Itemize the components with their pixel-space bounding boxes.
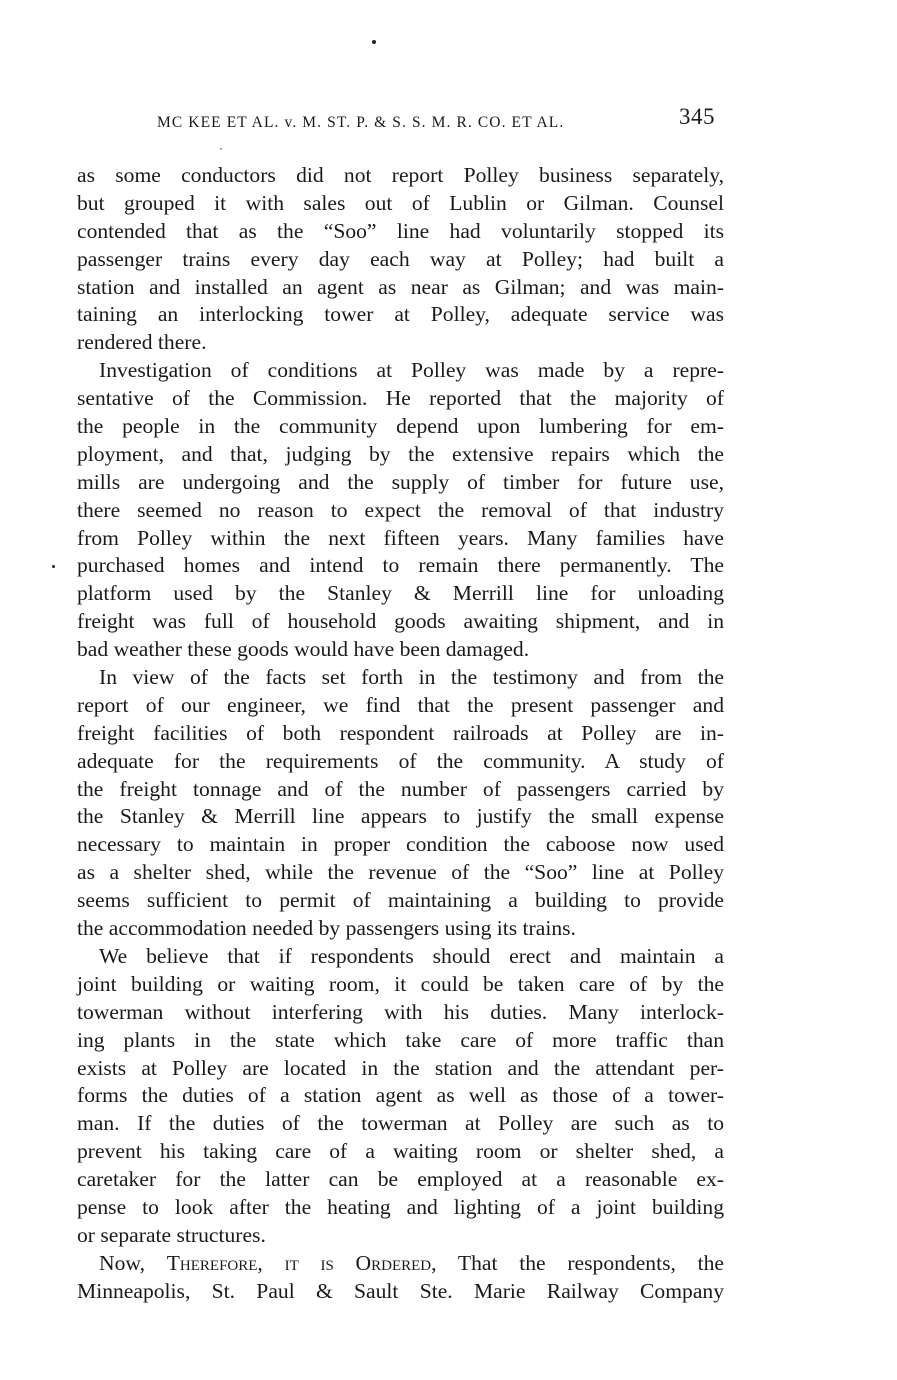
text-line: pense to look after the heating and lighting of a joint building: [77, 1194, 724, 1219]
order-phrase: Therefore, it is Ordered,: [166, 1250, 437, 1275]
text-line: contended that as the “Soo” line had voluntarily stopped its: [77, 218, 724, 243]
text-line: We believe that if respondents should erect and maintain a: [99, 943, 724, 968]
text-line: as a shelter shed, while the revenue of the “Soo” line at Polley: [77, 860, 724, 885]
text-line: Investigation of conditions at Polley was made by a repre-: [99, 358, 724, 383]
text-line: passenger trains every day each way at Polley; had built a: [77, 246, 724, 271]
order-line-rest: That the respondents, the: [457, 1250, 725, 1275]
text-line: as some conductors did not report Polley business separately,: [77, 163, 724, 187]
text-line: forms the duties of a station agent as well as those of a tower-: [77, 1083, 724, 1108]
text-line: the Stanley & Merrill line appears to justify the small expense: [77, 804, 724, 829]
print-speck: [372, 40, 376, 44]
text-line: man. If the duties of the towerman at Polley are such as to: [77, 1111, 724, 1136]
text-line: prevent his taking care of a waiting room or shelter shed, a: [77, 1139, 724, 1164]
text-line: exists at Polley are located in the station and the attendant per-: [77, 1055, 724, 1080]
text-line: the accommodation needed by passengers using its trains.: [77, 916, 576, 941]
body-text: [77, 162, 724, 1306]
text-line: freight facilities of both respondent railroads at Polley are in-: [77, 720, 724, 745]
paragraph-3: [77, 664, 724, 943]
paragraph-5-order: [77, 1250, 724, 1306]
text-line: necessary to maintain in proper condition the caboose now used: [77, 832, 724, 857]
text-line: the people in the community depend upon lumbering for em-: [77, 414, 724, 439]
text-line: ployment, and that, judging by the extensive repairs which the: [77, 441, 724, 466]
text-line: taining an interlocking tower at Polley, adequate service was: [77, 302, 724, 327]
text-line: bad weather these goods would have been damaged.: [77, 637, 530, 662]
page-number: 345: [679, 104, 715, 129]
order-lead-in: Now,: [99, 1250, 145, 1275]
text-line: rendered there.: [77, 330, 207, 355]
text-line: mills are undergoing and the supply of timber for future use,: [77, 469, 724, 494]
page-header: [155, 104, 725, 136]
print-speck: [220, 148, 222, 150]
paragraph-2: [77, 357, 724, 664]
text-line: In view of the facts set forth in the testimony and from the: [99, 665, 724, 690]
text-line: there seemed no reason to expect the removal of that industry: [77, 497, 724, 522]
running-head: MC KEE ET AL. v. M. ST. P. & S. S. M. R. CO. ET AL.: [157, 114, 565, 131]
paragraph-1: [77, 162, 724, 357]
text-line: joint building or waiting room, it could be taken care of by the: [77, 971, 724, 996]
text-line: report of our engineer, we find that the present passenger and: [77, 692, 724, 717]
text-line: freight was full of household goods awaiting shipment, and in: [77, 609, 724, 634]
paragraph-4: [77, 943, 724, 1250]
text-line: ing plants in the state which take care of more traffic than: [77, 1027, 724, 1052]
text-line: towerman without interfering with his duties. Many interlock-: [77, 999, 724, 1024]
text-line: from Polley within the next fifteen years. Many families have: [77, 525, 724, 550]
text-line: or separate structures.: [77, 1222, 266, 1247]
text-line: the freight tonnage and of the number of passengers carried by: [77, 776, 724, 801]
print-speck: [52, 565, 55, 568]
text-line: but grouped it with sales out of Lublin or Gilman. Counsel: [77, 190, 724, 215]
text-line: adequate for the requirements of the community. A study of: [77, 748, 724, 773]
text-line: caretaker for the latter can be employed at a reasonable ex-: [77, 1167, 724, 1192]
text-line: purchased homes and intend to remain there permanently. The: [77, 553, 724, 578]
text-line: sentative of the Commission. He reported that the majority of: [77, 386, 724, 411]
text-line: seems sufficient to permit of maintaining a building to provide: [77, 888, 724, 913]
text-line: [77, 1250, 724, 1278]
text-line: Minneapolis, St. Paul & Sault Ste. Marie Railway Company: [77, 1278, 724, 1303]
text-line: platform used by the Stanley & Merrill line for unloading: [77, 581, 724, 606]
text-line: station and installed an agent as near as Gilman; and was main-: [77, 274, 724, 299]
